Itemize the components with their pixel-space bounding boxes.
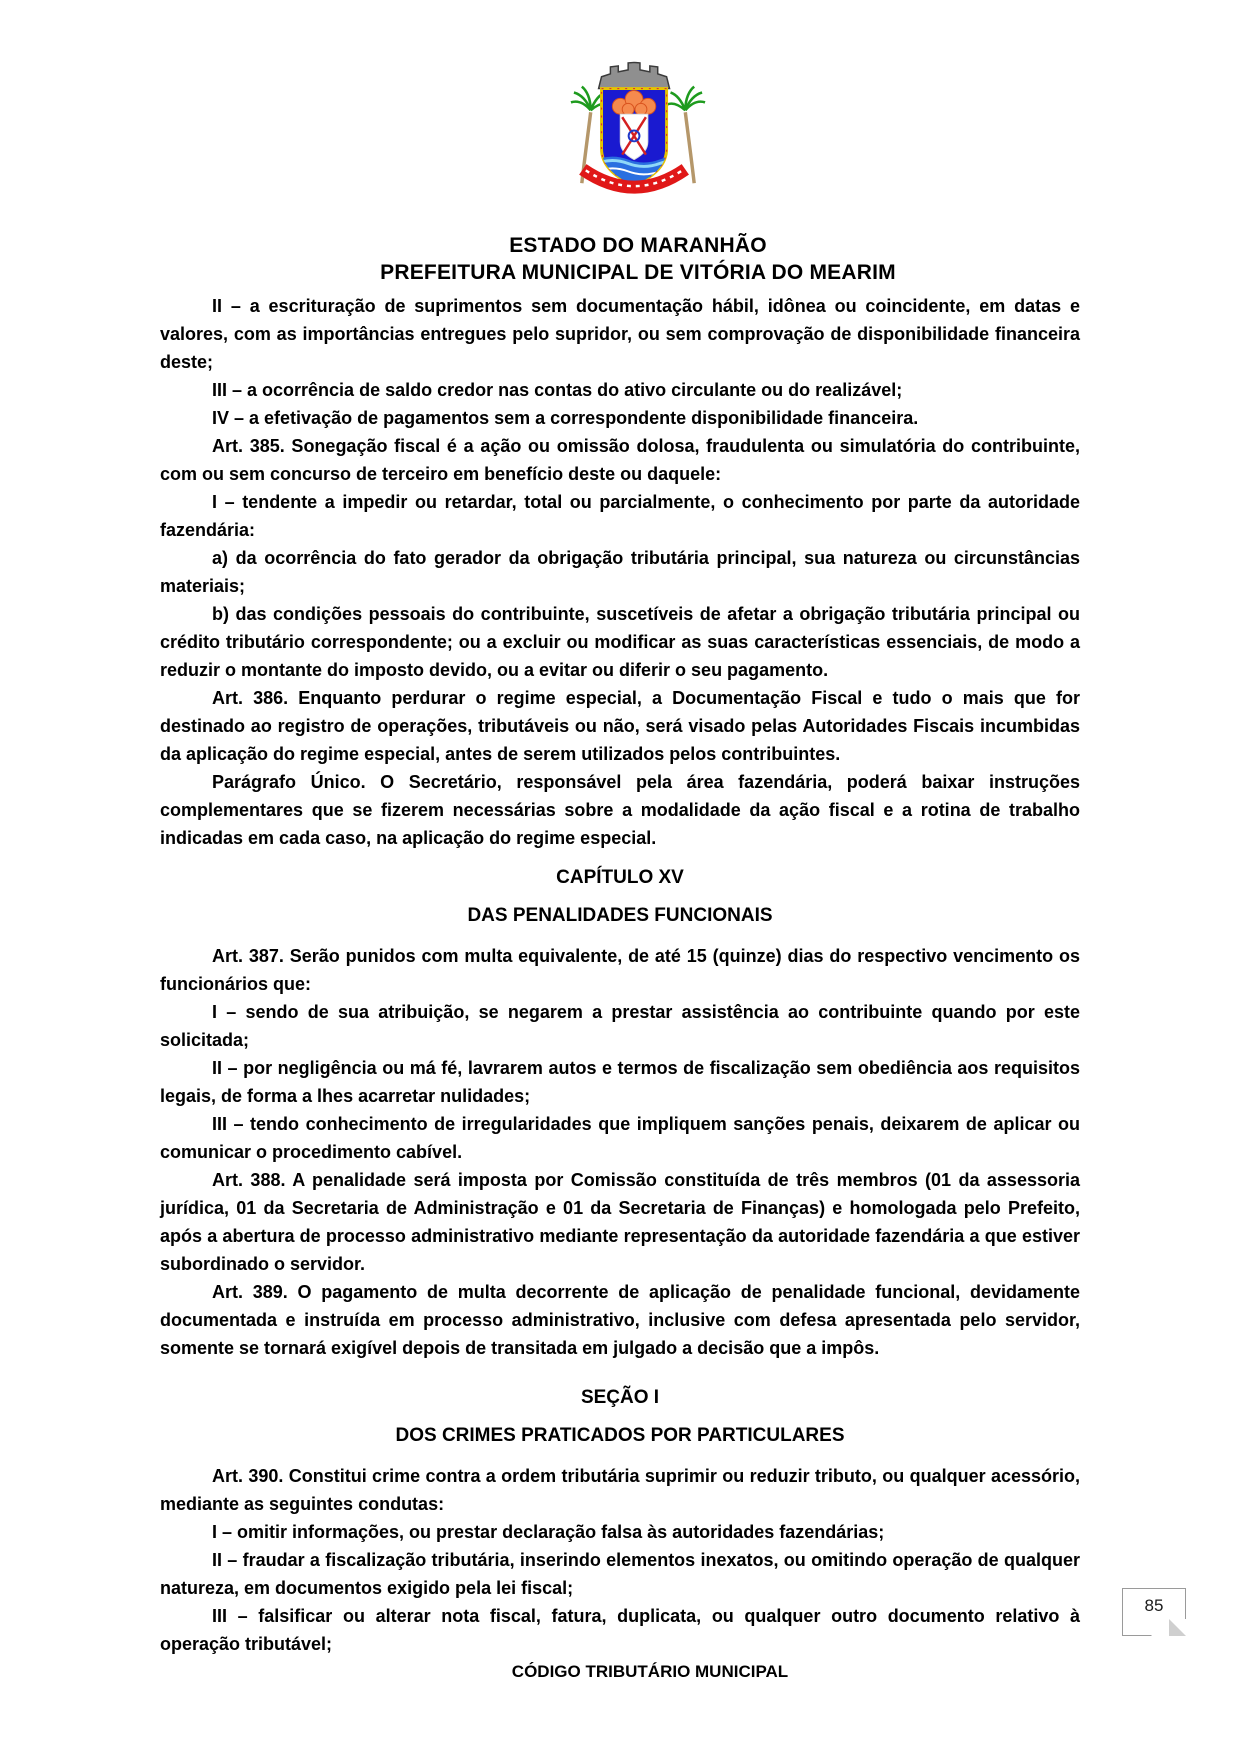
- chapter-xv-subtitle: DAS PENALIDADES FUNCIONAIS: [467, 905, 773, 926]
- inner-shield-icon: [620, 114, 648, 159]
- municipality-title: PREFEITURA MUNICIPAL DE VITÓRIA DO MEARIM: [380, 261, 896, 284]
- paragraph-item-iii: III – a ocorrência de saldo credor nas contas do ativo circulante ou do realizável;: [212, 380, 903, 400]
- document-header: [0, 55, 1240, 286]
- municipal-coat-of-arms-icon: [569, 55, 707, 201]
- palm-tree-icon: [668, 87, 705, 184]
- paragraph-item-ii: II – a escrituração de suprimentos sem documentação hábil, idônea ou coincidente, em datas e valores, com as importâncias entregues pelo supridor, ou sem comprovação de disponibilidade financeira deste;: [160, 296, 1080, 372]
- paragraph-art-387: Art. 387. Serão punidos com multa equivalente, de até 15 (quinze) dias do respectivo vencimento os funcionários que:: [160, 946, 1080, 994]
- paragraph-art-386: Art. 386. Enquanto perdurar o regime especial, a Documentação Fiscal e tudo o mais que for destinado ao registro de operações, tributáveis ou não, será visado pelas Autoridades Fiscais incumbidas da aplicação do regime especial, antes de serem utilizados pelos contribuintes.: [160, 688, 1080, 764]
- dog-ear-fold-icon: [1169, 1619, 1186, 1636]
- document-body: [160, 292, 1080, 1658]
- paragraph-art-385: Art. 385. Sonegação fiscal é a ação ou omissão dolosa, fraudulenta ou simulatória do contribuinte, com ou sem concurso de terceiro em benefício deste ou daquele:: [160, 436, 1080, 484]
- paragraph-item-iv: IV – a efetivação de pagamentos sem a correspondente disponibilidade financeira.: [212, 408, 919, 428]
- paragraph-art-389: Art. 389. O pagamento de multa decorrente de aplicação de penalidade funcional, devidamente documentada e instruída em processo administrativo, inclusive com defesa apresentada pelo servidor, somente se tornará exigível depois de transitada em julgado a decisão que a impôs.: [160, 1282, 1080, 1358]
- section-i-subtitle: DOS CRIMES PRATICADOS POR PARTICULARES: [395, 1425, 845, 1446]
- page-number-badge: [1122, 1588, 1186, 1636]
- paragraph-art-387-ii: II – por negligência ou má fé, lavrarem autos e termos de fiscalização sem obediência aos requisitos legais, de forma a lhes acarretar nulidades;: [160, 1058, 1080, 1106]
- paragraph-art-387-iii: III – tendo conhecimento de irregularidades que impliquem sanções penais, deixarem de aplicar ou comunicar o procedimento cabível.: [160, 1114, 1080, 1162]
- paragraph-art-388: Art. 388. A penalidade será imposta por Comissão constituída de três membros (01 da assessoria jurídica, 01 da Secretaria de Administração e 01 da Secretaria de Finanças) e homologada pelo Prefeito, após a abertura de processo administrativo mediante representação da autoridade fazendária a que estiver subordinado o servidor.: [160, 1170, 1080, 1274]
- document-footer: [0, 1662, 1240, 1682]
- paragraph-art-390-iii: III – falsificar ou alterar nota fiscal, fatura, duplicata, ou qualquer outro documento relativo à operação tributável;: [160, 1606, 1080, 1654]
- paragraph-art-387-i: I – sendo de sua atribuição, se negarem a prestar assistência ao contribuinte quando por este solicitada;: [160, 1002, 1080, 1050]
- paragraph-art-385-a: a) da ocorrência do fato gerador da obrigação tributária principal, sua natureza ou circunstâncias materiais;: [160, 548, 1080, 596]
- paragraph-art-390-ii: II – fraudar a fiscalização tributária, inserindo elementos inexatos, ou omitindo operação de qualquer natureza, em documentos exigido pela lei fiscal;: [160, 1550, 1080, 1598]
- section-i-heading: SEÇÃO I: [580, 1387, 660, 1408]
- paragraph-art-390: Art. 390. Constitui crime contra a ordem tributária suprimir ou reduzir tributo, ou qualquer acessório, mediante as seguintes condutas:: [160, 1466, 1080, 1514]
- paragraph-art-390-i: I – omitir informações, ou prestar declaração falsa às autoridades fazendárias;: [212, 1522, 885, 1542]
- page-number: 85: [1144, 1596, 1164, 1615]
- paragraph-art-385-b: b) das condições pessoais do contribuinte, suscetíveis de afetar a obrigação tributária principal ou crédito tributário correspondente; ou a excluir ou modificar as suas características essenciais, de modo a reduzir o montante do imposto devido, ou a evitar ou diferir o seu pagamento.: [160, 604, 1080, 680]
- paragraph-art-385-i: I – tendente a impedir ou retardar, total ou parcialmente, o conhecimento por parte da autoridade fazendária:: [160, 492, 1080, 540]
- state-title: ESTADO DO MARANHÃO: [509, 234, 767, 257]
- footer-text: CÓDIGO TRIBUTÁRIO MUNICIPAL: [511, 1662, 789, 1681]
- paragraph-art-386-paragrafo-unico: Parágrafo Único. O Secretário, responsável pela área fazendária, poderá baixar instruções complementares que se fizerem necessárias sobre a modalidade da ação fiscal e a rotina de trabalho indicadas em cada caso, na aplicação do regime especial.: [160, 772, 1080, 848]
- mural-crown-icon: [599, 62, 670, 88]
- chapter-xv-heading: CAPÍTULO XV: [556, 867, 684, 888]
